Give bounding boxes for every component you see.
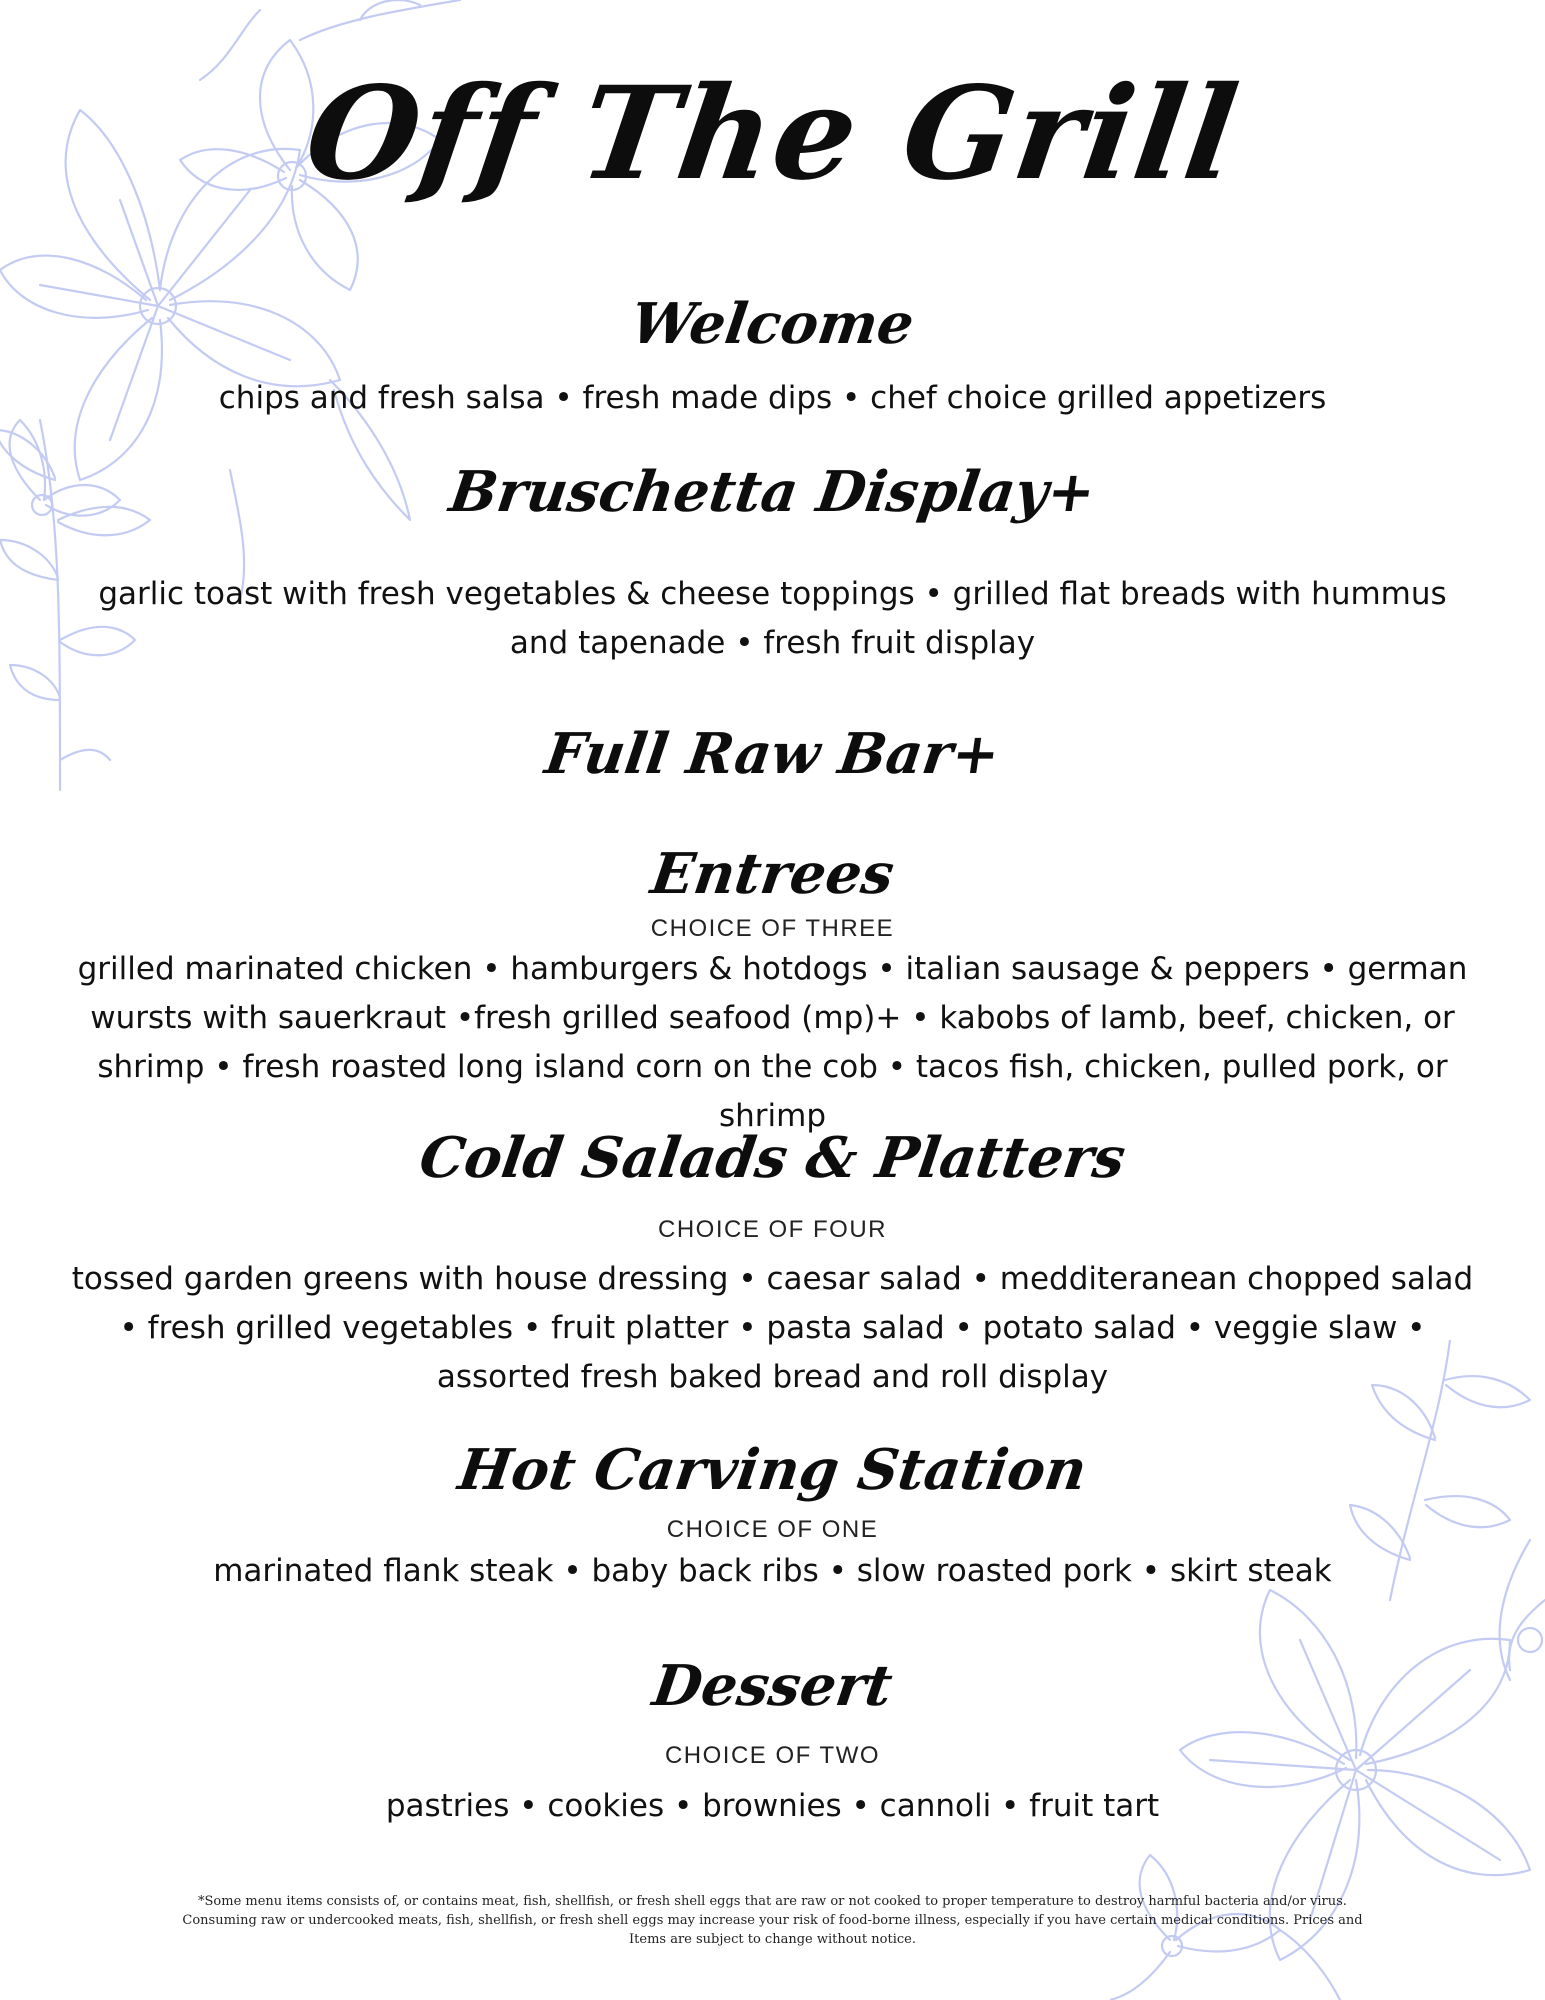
section-title-dessert: Dessert — [648, 1653, 897, 1719]
section-items-entrees: grilled marinated chicken • hamburgers & hotdogs • italian sausage & peppers • german wursts with sauerkraut •fresh grilled seafood (mp)+ • kabobs of lamb, beef, chicken, or shrimp • fresh roasted long island corn on the cob • tacos fish, chicken, pulled pork, or shrimp — [77, 951, 1468, 1134]
menu-title: Off The Grill — [297, 59, 1248, 209]
section-items-bruschetta-display: garlic toast with fresh vegetables & cheese toppings • grilled flat breads with hummus and tapenade • fresh fruit display — [98, 576, 1447, 661]
disclaimer-footnote: *Some menu items consists of, or contains meat, fish, shellfish, or fresh shell eggs that are raw or not cooked to proper temperature to destroy harmful bacteria and/or virus. Consuming raw or undercooked meats, fish, shellfish, or fresh shell eggs may increase your risk of food-borne illness, especially if you have certain medical conditions. Prices and Items are subject to change without notice. — [182, 1894, 1363, 1947]
section-choice-cold-salads-platters: CHOICE OF FOUR — [658, 1216, 887, 1243]
section-title-entrees: Entrees — [647, 841, 898, 907]
section-title-full-raw-bar: Full Raw Bar+ — [541, 721, 1004, 787]
section-title-welcome: Welcome — [627, 291, 918, 357]
section-items-hot-carving-station: marinated flank steak • baby back ribs • slow roasted pork • skirt steak — [213, 1553, 1332, 1589]
section-items-cold-salads-platters: tossed garden greens with house dressing • caesar salad • medditeranean chopped salad • fresh grilled vegetables • fruit platter • pasta salad • potato salad • veggie slaw • assorted fresh baked bread and roll display — [71, 1261, 1474, 1395]
section-choice-entrees: CHOICE OF THREE — [650, 915, 895, 942]
section-title-cold-salads-platters: Cold Salads & Platters — [415, 1125, 1130, 1191]
section-items-welcome: chips and fresh salsa • fresh made dips • chef choice grilled appetizers — [218, 380, 1327, 416]
section-items-dessert: pastries • cookies • brownies • cannoli • fruit tart — [385, 1788, 1160, 1824]
section-title-bruschetta-display: Bruschetta Display+ — [445, 459, 1100, 525]
section-choice-dessert: CHOICE OF TWO — [664, 1742, 881, 1769]
section-title-hot-carving-station: Hot Carving Station — [454, 1437, 1091, 1503]
section-choice-hot-carving-station: CHOICE OF ONE — [666, 1516, 879, 1543]
